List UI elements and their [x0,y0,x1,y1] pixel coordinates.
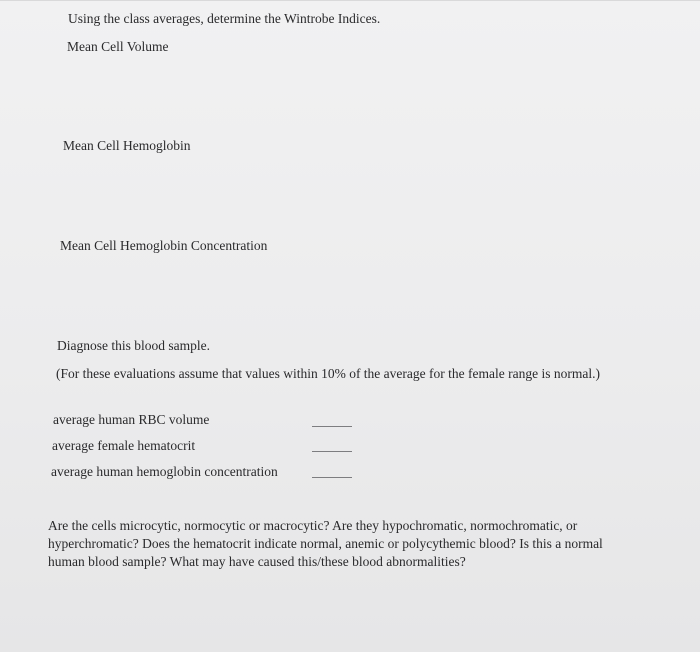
index-label-mean-cell-volume: Mean Cell Volume [67,39,169,54]
instruction-text: Using the class averages, determine the Wintrobe Indices. [68,11,381,26]
index-label-mchc: Mean Cell Hemoglobin Concentration [60,238,268,253]
answer-blank-hematocrit[interactable] [312,451,352,452]
answer-blank-rbc-volume[interactable] [312,426,352,427]
average-label-rbc-volume: average human RBC volume [53,412,210,427]
diagnosis-questions: Are the cells microcytic, normocytic or macrocytic? Are they hypochromatic, normochromatic, or hyperchromatic? Does the hematocrit indicate normal, anemic or polycythemic blood? Is this a normal human blood sample? What may have caused this/these blood abnormalities? [48,518,603,569]
diagnose-note: (For these evaluations assume that values within 10% of the average for the female range is normal.) [56,366,600,381]
average-label-hemoglobin-concentration: average human hemoglobin concentration [51,464,278,479]
answer-blank-hemoglobin-concentration[interactable] [312,477,352,478]
page-edge [0,0,700,1]
average-label-female-hematocrit: average female hematocrit [52,438,196,453]
diagnose-heading: Diagnose this blood sample. [57,338,210,353]
index-label-mean-cell-hemoglobin: Mean Cell Hemoglobin [63,138,191,153]
